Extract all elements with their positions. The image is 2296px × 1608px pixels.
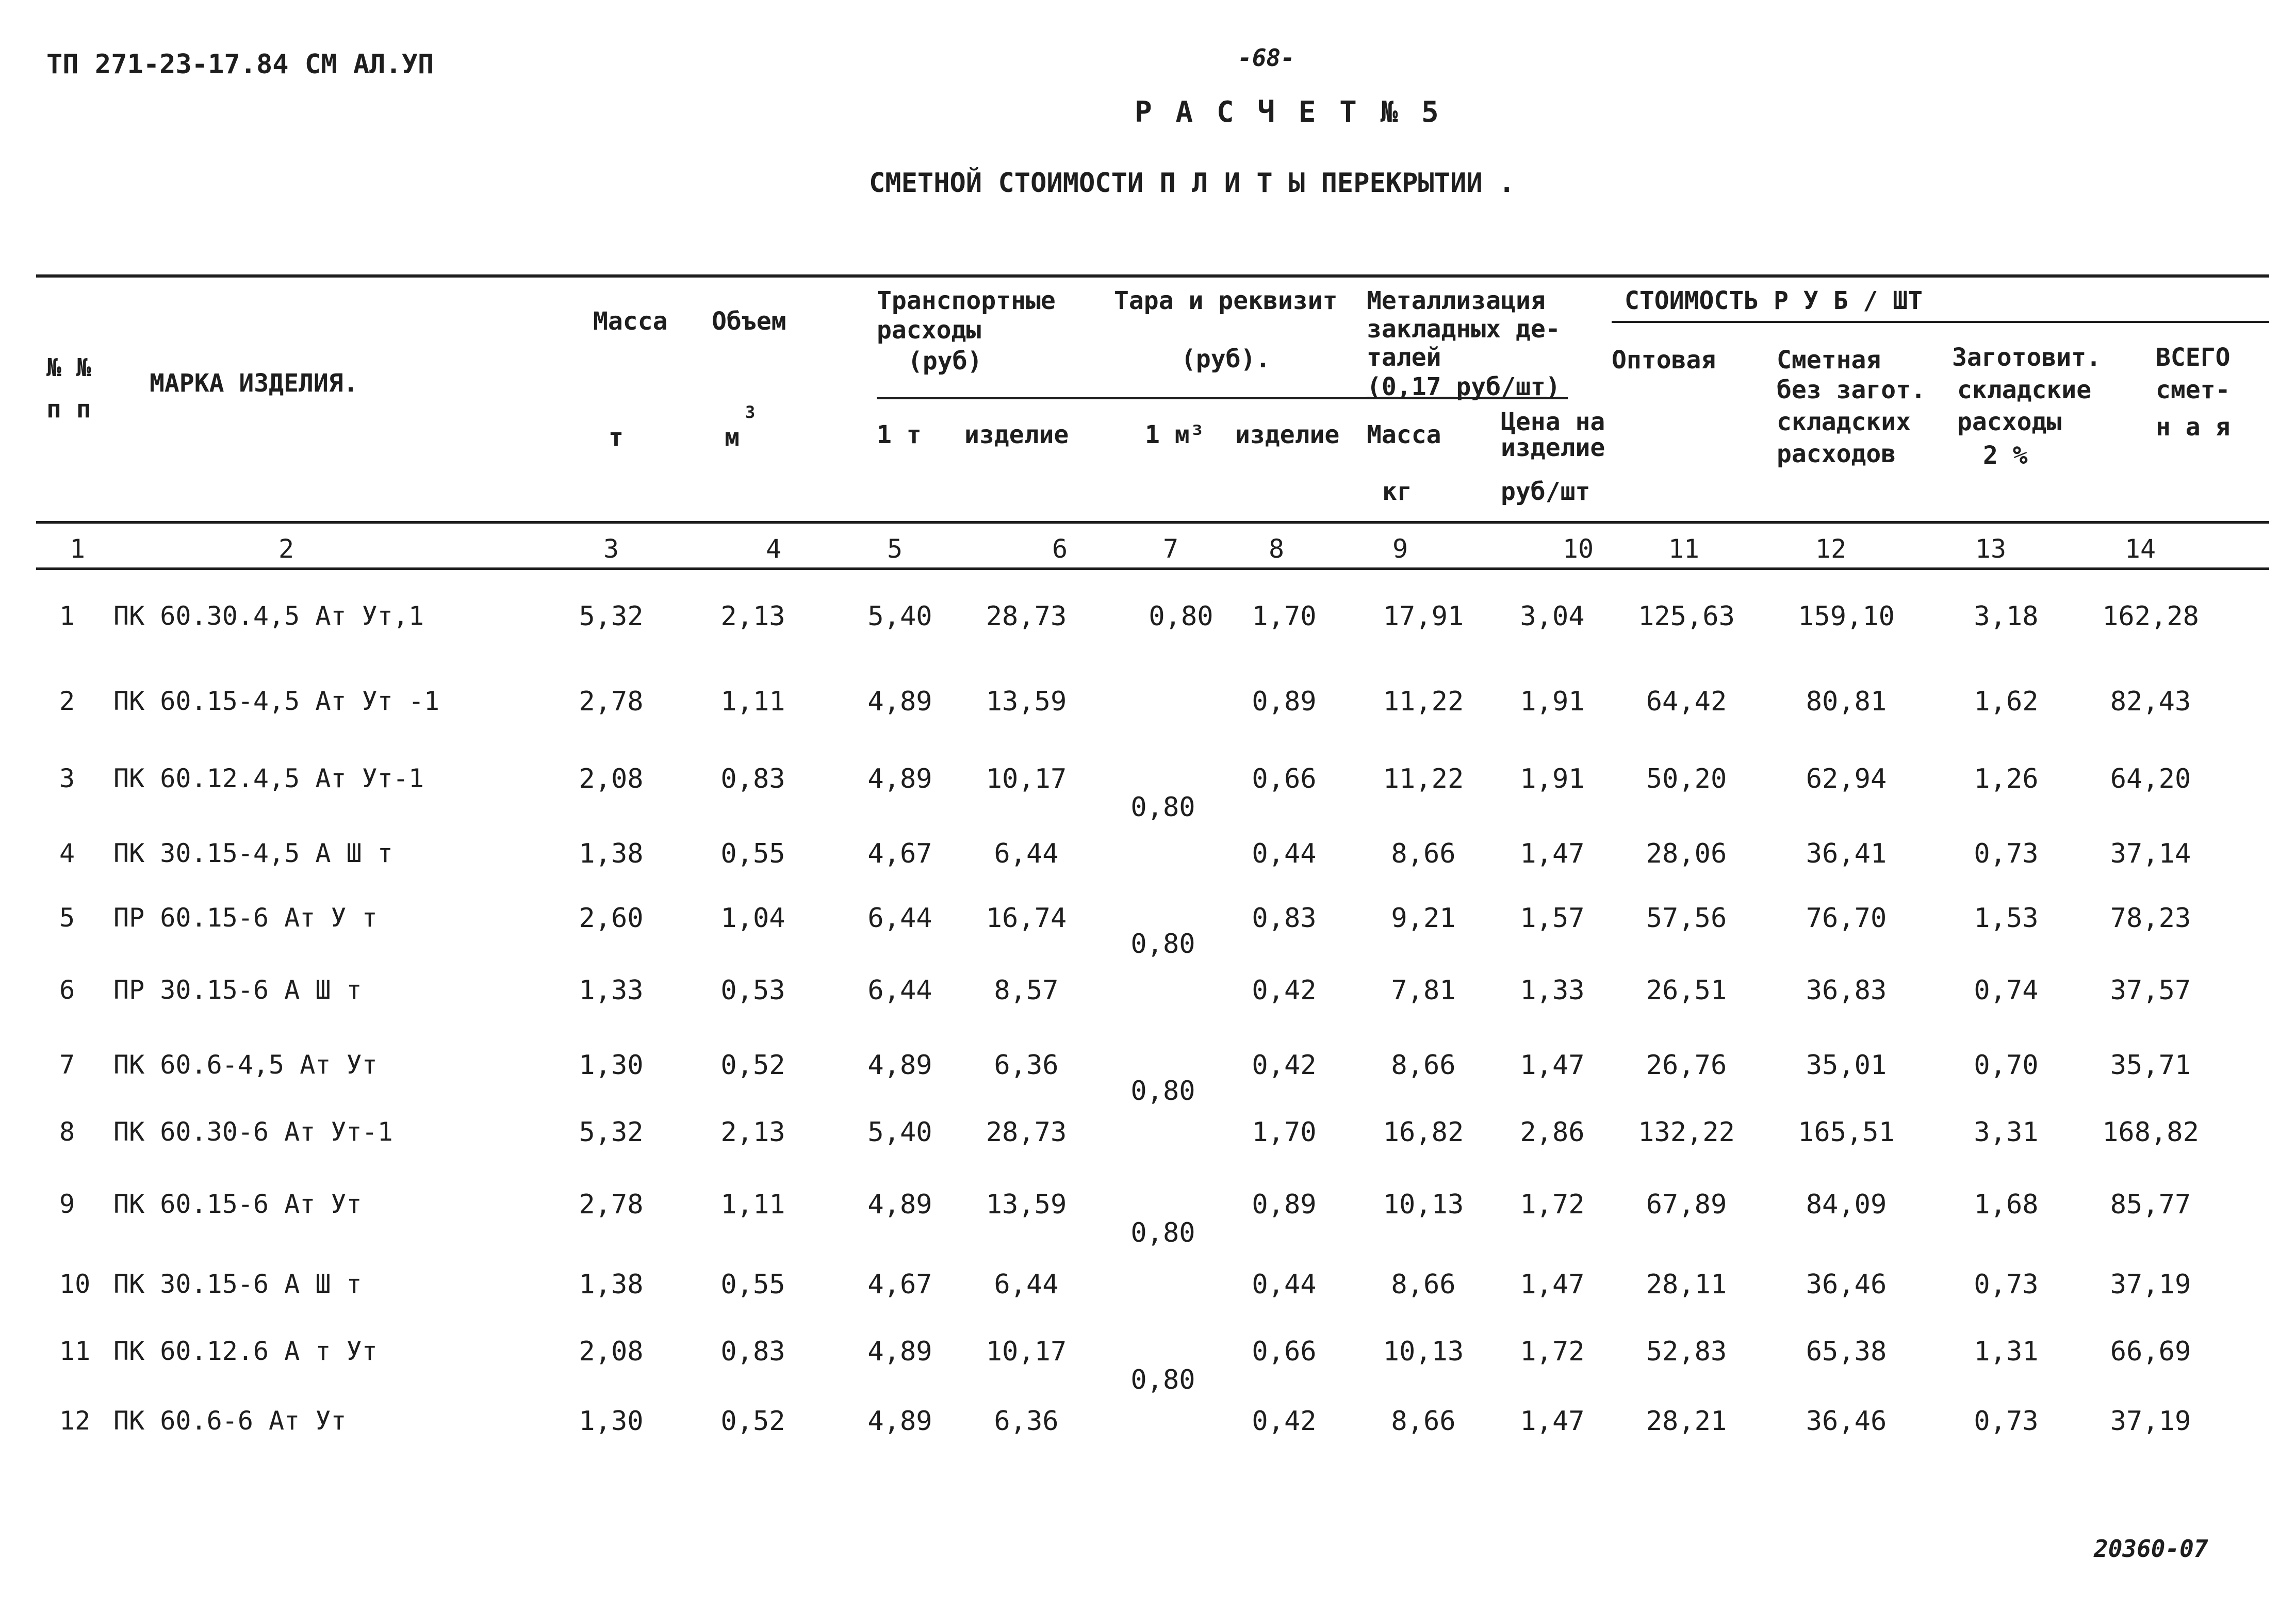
header-wholesale: Оптовая — [1612, 346, 1716, 375]
cell-vol: 0,55 — [720, 838, 785, 869]
column-number: 8 — [1268, 534, 1285, 564]
header-transport-per-ton: 1 т — [877, 420, 922, 449]
cell-met-price: 1,47 — [1520, 1269, 1585, 1300]
cell-mass: 1,33 — [579, 975, 644, 1006]
cell-met-mass: 9,21 — [1391, 903, 1456, 934]
row-number: 9 — [59, 1189, 75, 1219]
row-number: 10 — [59, 1269, 91, 1299]
header-metal-price: Цена на — [1501, 408, 1605, 436]
cell-tr-t: 5,40 — [867, 1117, 932, 1148]
cell-tr-t: 4,89 — [867, 1189, 932, 1220]
product-mark: ПК 60.30.4,5 Ат Ут,1 — [113, 601, 424, 631]
row-number: 2 — [59, 686, 75, 716]
cell-tara-item: 0,42 — [1252, 975, 1317, 1006]
header-metal-mass-unit: кг — [1382, 477, 1412, 506]
cost-group-rule — [1612, 321, 2269, 323]
cell-whole: 52,83 — [1646, 1336, 1727, 1367]
cell-tara-item: 1,70 — [1252, 601, 1317, 632]
cell-tr-item: 13,59 — [986, 686, 1067, 717]
cell-vol: 0,53 — [720, 975, 785, 1006]
cell-proc: 0,74 — [1974, 975, 2039, 1006]
header-transport-per-item: изделие — [964, 420, 1069, 449]
cell-met-price: 1,47 — [1520, 1406, 1585, 1437]
cell-tr-t: 4,67 — [867, 838, 932, 869]
cell-total: 82,43 — [2110, 686, 2191, 717]
header-tara: Тара и реквизит — [1114, 286, 1338, 315]
cell-proc: 3,31 — [1974, 1117, 2039, 1148]
cell-tara-item: 0,42 — [1252, 1050, 1317, 1081]
cell-mass: 2,78 — [579, 686, 644, 717]
column-number: 3 — [603, 534, 619, 564]
cell-est: 36,46 — [1806, 1406, 1887, 1437]
column-number: 12 — [1815, 534, 1847, 564]
cell-tara-item: 0,66 — [1252, 764, 1317, 794]
header-cost: СТОИМОСТЬ Р У Б / ШТ — [1625, 286, 1923, 315]
cell-vol: 2,13 — [720, 1117, 785, 1148]
row-number: 1 — [59, 601, 75, 631]
cell-tr-t: 5,40 — [867, 601, 932, 632]
header-mass: Масса — [593, 307, 668, 336]
cell-total: 37,14 — [2110, 838, 2191, 869]
cell-est: 165,51 — [1798, 1117, 1895, 1148]
cell-est: 62,94 — [1806, 764, 1887, 794]
cell-proc: 0,73 — [1974, 1269, 2039, 1300]
cell-tara-item: 0,66 — [1252, 1336, 1317, 1367]
row-number: 8 — [59, 1117, 75, 1147]
cell-mass: 1,30 — [579, 1406, 644, 1437]
cell-tr-t: 6,44 — [867, 903, 932, 934]
cell-mass: 5,32 — [579, 1117, 644, 1148]
header-total-2: смет- — [2156, 376, 2231, 404]
header-transport-3: (руб) — [908, 347, 982, 376]
header-metal-4: (0,17 руб/шт) — [1367, 372, 1561, 401]
cell-est: 36,83 — [1806, 975, 1887, 1006]
cell-whole: 57,56 — [1646, 903, 1727, 934]
cell-mass: 2,08 — [579, 764, 644, 794]
cell-met-mass: 10,13 — [1383, 1336, 1464, 1367]
header-metal-3: талей — [1367, 343, 1441, 372]
column-number: 6 — [1052, 534, 1068, 564]
cell-mass: 1,30 — [579, 1050, 644, 1081]
cell-tara-item: 0,89 — [1252, 1189, 1317, 1220]
cell-proc: 0,73 — [1974, 838, 2039, 869]
cell-tr-t: 6,44 — [867, 975, 932, 1006]
cell-tara-item: 1,70 — [1252, 1117, 1317, 1148]
cell-tr-t: 4,89 — [867, 764, 932, 794]
cell-proc: 1,68 — [1974, 1189, 2039, 1220]
cell-whole: 64,42 — [1646, 686, 1727, 717]
cell-met-mass: 10,13 — [1383, 1189, 1464, 1220]
cell-met-price: 2,86 — [1520, 1117, 1585, 1148]
product-mark: ПК 60.30-6 Ат Ут-1 — [113, 1117, 393, 1147]
cell-met-mass: 7,81 — [1391, 975, 1456, 1006]
cell-vol: 0,83 — [720, 764, 785, 794]
header-tara-per-m3: 1 м³ — [1145, 420, 1205, 449]
cell-whole: 28,21 — [1646, 1406, 1727, 1437]
cell-proc: 1,26 — [1974, 764, 2039, 794]
cell-whole: 132,22 — [1638, 1117, 1735, 1148]
column-number: 11 — [1668, 534, 1700, 564]
cell-est: 36,46 — [1806, 1269, 1887, 1300]
row-number: 12 — [59, 1406, 91, 1436]
column-number: 10 — [1562, 534, 1594, 564]
archive-stamp: 20360-07 — [2094, 1535, 2208, 1563]
product-mark: ПК 60.6-4,5 Ат Ут — [113, 1050, 378, 1080]
header-estimate-3: складских — [1777, 408, 1911, 436]
tara-group-value: 0,80 — [1130, 929, 1195, 960]
table-top-rule — [36, 274, 2269, 278]
cell-vol: 0,52 — [720, 1406, 785, 1437]
cell-tr-item: 6,36 — [994, 1406, 1059, 1437]
header-procurement-2: складские — [1957, 376, 2092, 404]
cell-vol: 1,11 — [720, 1189, 785, 1220]
cell-est: 80,81 — [1806, 686, 1887, 717]
cell-met-price: 1,47 — [1520, 838, 1585, 869]
cell-proc: 0,73 — [1974, 1406, 2039, 1437]
cell-tr-item: 28,73 — [986, 601, 1067, 632]
header-metal-price-unit: руб/шт — [1501, 477, 1590, 506]
product-mark: ПК 60.15-4,5 Ат Ут -1 — [113, 686, 440, 716]
cell-tr-t: 4,67 — [867, 1269, 932, 1300]
cell-whole: 67,89 — [1646, 1189, 1727, 1220]
header-estimate: Сметная — [1777, 346, 1881, 375]
column-number: 7 — [1162, 534, 1179, 564]
cell-met-mass: 8,66 — [1391, 1050, 1456, 1081]
cell-proc: 0,70 — [1974, 1050, 2039, 1081]
cell-met-price: 1,72 — [1520, 1189, 1585, 1220]
cell-tara-item: 0,44 — [1252, 1269, 1317, 1300]
cell-est: 159,10 — [1798, 601, 1895, 632]
cell-met-price: 1,72 — [1520, 1336, 1585, 1367]
cell-mass: 2,60 — [579, 903, 644, 934]
header-total: ВСЕГО — [2156, 343, 2231, 372]
product-mark: ПР 60.15-6 Ат У т — [113, 903, 378, 933]
row-number: 3 — [59, 764, 75, 793]
product-mark: ПК 60.6-6 Ат Ут — [113, 1406, 347, 1436]
header-mass-unit: т — [609, 423, 624, 452]
cell-met-mass: 8,66 — [1391, 838, 1456, 869]
cell-proc: 1,31 — [1974, 1336, 2039, 1367]
header-procurement-3: расходы — [1957, 408, 2062, 436]
cell-met-price: 1,57 — [1520, 903, 1585, 934]
header-estimate-2: без загот. — [1777, 376, 1926, 404]
cell-tara-item: 0,44 — [1252, 838, 1317, 869]
cell-met-price: 1,91 — [1520, 764, 1585, 794]
header-total-3: н а я — [2156, 413, 2231, 442]
cell-met-mass: 8,66 — [1391, 1269, 1456, 1300]
cell-whole: 28,11 — [1646, 1269, 1727, 1300]
cell-total: 85,77 — [2110, 1189, 2191, 1220]
header-estimate-4: расходов — [1777, 440, 1896, 468]
cell-vol: 2,13 — [720, 601, 785, 632]
column-number: 13 — [1975, 534, 2007, 564]
cell-total: 37,19 — [2110, 1269, 2191, 1300]
cell-total: 64,20 — [2110, 764, 2191, 794]
cell-vol: 0,52 — [720, 1050, 785, 1081]
header-num: № № — [46, 353, 91, 382]
cell-met-mass: 11,22 — [1383, 686, 1464, 717]
header-volume-unit: м — [725, 423, 740, 452]
cell-est: 84,09 — [1806, 1189, 1887, 1220]
cell-tara-item: 0,83 — [1252, 903, 1317, 934]
cell-mass: 2,78 — [579, 1189, 644, 1220]
cell-est: 65,38 — [1806, 1336, 1887, 1367]
product-mark: ПК 60.15-6 Ат Ут — [113, 1189, 362, 1219]
cell-whole: 26,51 — [1646, 975, 1727, 1006]
cell-total: 162,28 — [2102, 601, 2199, 632]
header-procurement-4: 2 % — [1983, 441, 2028, 470]
cell-est: 36,41 — [1806, 838, 1887, 869]
cell-total: 66,69 — [2110, 1336, 2191, 1367]
cell-met-price: 1,47 — [1520, 1050, 1585, 1081]
cell-met-price: 3,04 — [1520, 601, 1585, 632]
cell-proc: 3,18 — [1974, 601, 2039, 632]
product-mark: ПР 30.15-6 А Ш т — [113, 975, 362, 1005]
row-number: 6 — [59, 975, 75, 1005]
cell-tr-item: 28,73 — [986, 1117, 1067, 1148]
header-num-sub: п п — [46, 395, 91, 424]
column-number: 1 — [69, 534, 86, 564]
cell-total: 37,57 — [2110, 975, 2191, 1006]
product-mark: ПК 60.12.4,5 Ат Ут-1 — [113, 764, 424, 793]
cell-tr-t: 4,89 — [867, 1406, 932, 1437]
cell-vol: 1,11 — [720, 686, 785, 717]
header-volume-sup: 3 — [745, 402, 756, 422]
header-metal: Металлизация — [1367, 286, 1546, 315]
column-number: 2 — [278, 534, 294, 564]
cell-tr-item: 6,44 — [994, 1269, 1059, 1300]
cell-tara-item: 0,89 — [1252, 686, 1317, 717]
cell-met-mass: 17,91 — [1383, 601, 1464, 632]
cell-whole: 125,63 — [1638, 601, 1735, 632]
document-subtitle: СМЕТНОЙ СТОИМОСТИ П Л И Т Ы ПЕРЕКРЫТИИ . — [869, 168, 1515, 199]
cell-met-mass: 16,82 — [1383, 1117, 1464, 1148]
header-metal-mass: Масса — [1367, 420, 1441, 449]
cell-mass: 5,32 — [579, 601, 644, 632]
document-code: ТП 271-23-17.84 СМ АЛ.УП — [46, 49, 434, 80]
column-number: 5 — [887, 534, 903, 564]
cell-mass: 2,08 — [579, 1336, 644, 1367]
tara-per-m3: 0,80 — [1149, 601, 1213, 632]
page-number: -68- — [1238, 44, 1295, 72]
column-number: 4 — [765, 534, 782, 564]
cell-whole: 28,06 — [1646, 838, 1727, 869]
cell-vol: 0,55 — [720, 1269, 785, 1300]
cell-total: 78,23 — [2110, 903, 2191, 934]
cell-tr-t: 4,89 — [867, 1050, 932, 1081]
row-number: 7 — [59, 1050, 75, 1080]
cell-tr-item: 6,44 — [994, 838, 1059, 869]
header-bottom-rule — [36, 521, 2269, 524]
cell-tr-item: 6,36 — [994, 1050, 1059, 1081]
cell-tr-item: 10,17 — [986, 1336, 1067, 1367]
product-mark: ПК 30.15-4,5 А Ш т — [113, 838, 393, 868]
header-procurement: Заготовит. — [1952, 343, 2101, 372]
tara-group-value: 0,80 — [1130, 1365, 1195, 1395]
cell-est: 35,01 — [1806, 1050, 1887, 1081]
header-transport: Транспортные — [877, 286, 1056, 315]
column-numbers-rule — [36, 567, 2269, 570]
cell-tara-item: 0,42 — [1252, 1406, 1317, 1437]
product-mark: ПК 30.15-6 А Ш т — [113, 1269, 362, 1299]
cell-vol: 0,83 — [720, 1336, 785, 1367]
tara-group-value: 0,80 — [1130, 1076, 1195, 1107]
header-mark: МАРКА ИЗДЕЛИЯ. — [150, 369, 358, 398]
cell-vol: 1,04 — [720, 903, 785, 934]
cell-met-price: 1,91 — [1520, 686, 1585, 717]
cell-proc: 1,53 — [1974, 903, 2039, 934]
header-metal-2: закладных де- — [1367, 315, 1561, 344]
cell-met-price: 1,33 — [1520, 975, 1585, 1006]
document-title: Р А С Ч Е Т № 5 — [1135, 95, 1442, 129]
cell-whole: 26,76 — [1646, 1050, 1727, 1081]
cell-tr-item: 13,59 — [986, 1189, 1067, 1220]
tara-group-value: 0,80 — [1130, 1217, 1195, 1248]
cell-total: 37,19 — [2110, 1406, 2191, 1437]
row-number: 4 — [59, 838, 75, 868]
row-number: 11 — [59, 1336, 91, 1366]
row-number: 5 — [59, 903, 75, 933]
cell-tr-item: 10,17 — [986, 764, 1067, 794]
header-volume: Объем — [712, 307, 786, 336]
cell-mass: 1,38 — [579, 838, 644, 869]
product-mark: ПК 60.12.6 А т Ут — [113, 1336, 378, 1366]
column-number: 14 — [2124, 534, 2156, 564]
cell-met-mass: 8,66 — [1391, 1406, 1456, 1437]
tara-group-value: 0,80 — [1130, 792, 1195, 823]
cell-whole: 50,20 — [1646, 764, 1727, 794]
header-metal-price-2: изделие — [1501, 433, 1605, 462]
cell-met-mass: 11,22 — [1383, 764, 1464, 794]
cell-est: 76,70 — [1806, 903, 1887, 934]
cell-mass: 1,38 — [579, 1269, 644, 1300]
cell-total: 168,82 — [2102, 1117, 2199, 1148]
cell-tr-item: 16,74 — [986, 903, 1067, 934]
column-number: 9 — [1392, 534, 1408, 564]
header-transport-2: расходы — [877, 316, 981, 345]
cell-tr-item: 8,57 — [994, 975, 1059, 1006]
header-tara-per-item: изделие — [1235, 420, 1340, 449]
cell-total: 35,71 — [2110, 1050, 2191, 1081]
cell-tr-t: 4,89 — [867, 1336, 932, 1367]
header-tara-2: (руб). — [1181, 345, 1271, 373]
cell-tr-t: 4,89 — [867, 686, 932, 717]
cell-proc: 1,62 — [1974, 686, 2039, 717]
